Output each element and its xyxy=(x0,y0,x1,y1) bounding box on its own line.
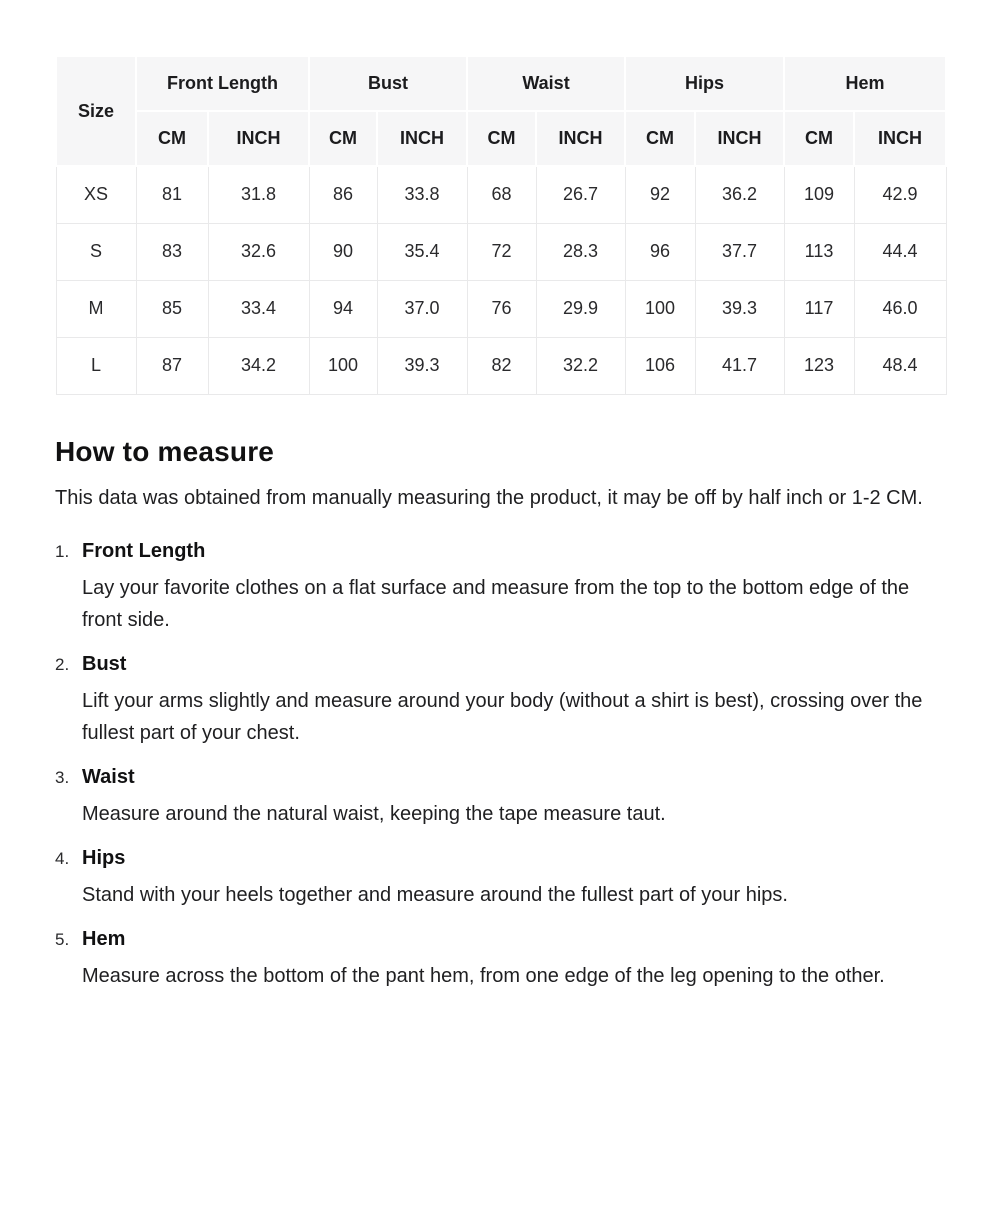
table-cell: 85 xyxy=(136,280,208,337)
step-number: 1. xyxy=(55,541,70,561)
table-cell: 48.4 xyxy=(854,337,946,394)
table-cell: 87 xyxy=(136,337,208,394)
col-header-hem: Hem xyxy=(784,56,946,111)
size-cell: M xyxy=(56,280,136,337)
table-cell: 28.3 xyxy=(536,223,625,280)
table-cell: 31.8 xyxy=(208,166,309,223)
table-cell: 117 xyxy=(784,280,854,337)
step-title: Waist xyxy=(82,765,135,788)
col-header-size: Size xyxy=(56,56,136,166)
step-hem xyxy=(55,926,945,992)
unit-header-inch: INCH xyxy=(208,111,309,166)
table-cell: 35.4 xyxy=(377,223,467,280)
how-to-measure-heading: How to measure xyxy=(55,435,275,467)
step-number: 3. xyxy=(55,767,70,787)
table-cell: 123 xyxy=(784,337,854,394)
table-cell: 76 xyxy=(467,280,536,337)
size-chart-table xyxy=(55,55,947,395)
table-cell: 68 xyxy=(467,166,536,223)
col-header-bust: Bust xyxy=(309,56,467,111)
table-row-m xyxy=(56,280,946,337)
table-cell: 82 xyxy=(467,337,536,394)
table-cell: 109 xyxy=(784,166,854,223)
col-header-front-length: Front Length xyxy=(136,56,309,111)
table-cell: 42.9 xyxy=(854,166,946,223)
table-cell: 81 xyxy=(136,166,208,223)
step-title: Bust xyxy=(82,652,127,675)
table-header xyxy=(56,56,946,166)
step-number: 4. xyxy=(55,848,70,868)
how-to-measure-intro: This data was obtained from manually measuring the product, it may be off by half inch or 1-2 CM. xyxy=(55,486,923,509)
table-cell: 34.2 xyxy=(208,337,309,394)
table-cell: 32.6 xyxy=(208,223,309,280)
table-cell: 46.0 xyxy=(854,280,946,337)
size-chart-page xyxy=(0,55,1000,992)
step-hips xyxy=(55,845,945,911)
measure-steps-list xyxy=(55,538,945,992)
step-title: Front Length xyxy=(82,539,206,562)
unit-header-cm: CM xyxy=(309,111,377,166)
unit-header-cm: CM xyxy=(784,111,854,166)
table-cell: 39.3 xyxy=(695,280,784,337)
table-cell: 37.0 xyxy=(377,280,467,337)
table-cell: 96 xyxy=(625,223,695,280)
table-cell: 83 xyxy=(136,223,208,280)
table-cell: 44.4 xyxy=(854,223,946,280)
table-cell: 33.8 xyxy=(377,166,467,223)
size-cell: XS xyxy=(56,166,136,223)
table-cell: 32.2 xyxy=(536,337,625,394)
table-cell: 100 xyxy=(625,280,695,337)
table-cell: 39.3 xyxy=(377,337,467,394)
unit-header-cm: CM xyxy=(625,111,695,166)
table-header-group-row xyxy=(56,56,946,111)
size-cell: L xyxy=(56,337,136,394)
table-cell: 41.7 xyxy=(695,337,784,394)
unit-header-inch: INCH xyxy=(854,111,946,166)
unit-header-inch: INCH xyxy=(377,111,467,166)
table-cell: 94 xyxy=(309,280,377,337)
table-cell: 100 xyxy=(309,337,377,394)
step-description: Lift your arms slightly and measure around your body (without a shirt is best), crossing over the fullest part of your chest. xyxy=(82,689,923,744)
table-row-l xyxy=(56,337,946,394)
step-title: Hips xyxy=(82,846,126,869)
step-number: 5. xyxy=(55,929,70,949)
table-cell: 37.7 xyxy=(695,223,784,280)
table-row-xs xyxy=(56,166,946,223)
step-description: Measure across the bottom of the pant hem, from one edge of the leg opening to the other. xyxy=(82,964,885,987)
size-cell: S xyxy=(56,223,136,280)
step-description: Lay your favorite clothes on a flat surface and measure from the top to the bottom edge of the front side. xyxy=(82,576,910,631)
table-cell: 26.7 xyxy=(536,166,625,223)
table-cell: 33.4 xyxy=(208,280,309,337)
step-number: 2. xyxy=(55,654,70,674)
table-cell: 29.9 xyxy=(536,280,625,337)
table-cell: 106 xyxy=(625,337,695,394)
unit-header-cm: CM xyxy=(467,111,536,166)
step-waist xyxy=(55,764,945,830)
table-cell: 90 xyxy=(309,223,377,280)
table-cell: 72 xyxy=(467,223,536,280)
table-cell: 113 xyxy=(784,223,854,280)
unit-header-inch: INCH xyxy=(695,111,784,166)
col-header-waist: Waist xyxy=(467,56,625,111)
table-cell: 92 xyxy=(625,166,695,223)
table-row-s xyxy=(56,223,946,280)
table-body xyxy=(56,166,946,394)
unit-header-inch: INCH xyxy=(536,111,625,166)
step-title: Hem xyxy=(82,927,126,950)
table-header-unit-row xyxy=(56,111,946,166)
unit-header-cm: CM xyxy=(136,111,208,166)
step-description: Measure around the natural waist, keeping the tape measure taut. xyxy=(82,802,666,825)
step-description: Stand with your heels together and measure around the fullest part of your hips. xyxy=(82,883,788,906)
col-header-hips: Hips xyxy=(625,56,784,111)
table-cell: 86 xyxy=(309,166,377,223)
step-bust xyxy=(55,651,945,749)
table-cell: 36.2 xyxy=(695,166,784,223)
step-front-length xyxy=(55,538,945,636)
